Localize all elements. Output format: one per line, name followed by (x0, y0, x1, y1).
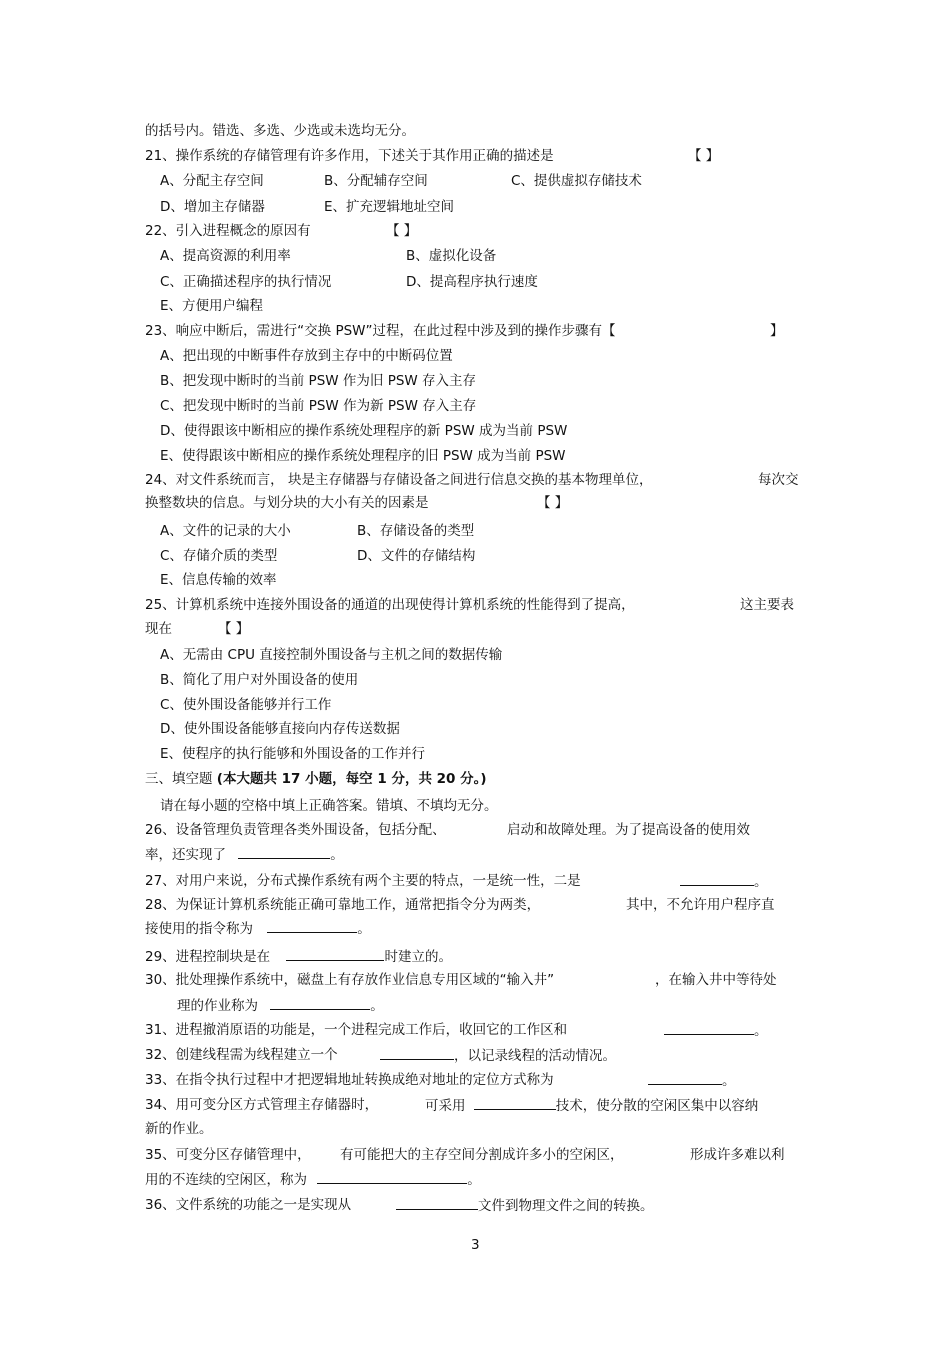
q24-option-b: B、存储设备的类型 (357, 523, 475, 539)
q29-blank (286, 947, 384, 961)
q28-blank (267, 919, 357, 933)
q25-option-a: A、无需由 CPU 直接控制外围设备与主机之间的数据传输 (160, 647, 503, 663)
q28-line2 (145, 919, 371, 938)
q25-stem-line2: 现在 (145, 621, 172, 637)
q25-option-d: D、使外围设备能够直接向内存传送数据 (160, 721, 400, 737)
q35-line1b: 有可能把大的主存空间分割成许多小的空闲区， (340, 1147, 624, 1163)
q23-option-c: C、把发现中断时的当前 PSW 作为新 PSW 存入主存 (160, 398, 477, 414)
q27-blank (680, 872, 754, 886)
q36-answer (396, 1196, 654, 1215)
q32-end: ，以记录线程的活动情况。 (454, 1048, 616, 1064)
q34-blank (474, 1096, 556, 1110)
q21-option-b: B、分配辅存空间 (324, 173, 428, 189)
q28-line1a: 28、为保证计算机系统能正确可靠地工作，通常把指令分为两类， (145, 897, 541, 913)
page-number: 3 (471, 1237, 480, 1253)
q27-end: 。 (754, 874, 768, 890)
q36-end: 文件到物理文件之间的转换。 (478, 1198, 654, 1214)
q34-line2: 新的作业。 (145, 1121, 213, 1137)
q24-option-d: D、文件的存储结构 (357, 548, 476, 564)
q21-option-d: D、增加主存储器 (160, 199, 265, 215)
q26-line2 (145, 845, 344, 864)
q35-line1a: 35、可变分区存储管理中， (145, 1147, 311, 1163)
q35-end: 。 (467, 1172, 481, 1188)
q30-end: 。 (370, 998, 384, 1014)
q36-blank (396, 1196, 478, 1210)
section3-title-main: 三、填空题 (145, 771, 213, 787)
q36-line: 36、文件系统的功能之一是实现从 (145, 1197, 352, 1213)
q35-text: 用的不连续的空闲区，称为 (145, 1172, 307, 1188)
q26-blank (238, 845, 330, 859)
q34-line1a: 34、用可变分区方式管理主存储器时， (145, 1097, 379, 1113)
q29-line (145, 947, 452, 966)
q34-text: 可采用 (425, 1098, 466, 1114)
q31-blank (664, 1021, 754, 1035)
q30-text: 理的作业称为 (177, 998, 258, 1014)
q33-line: 33、在指令执行过程中才把逻辑地址转换成绝对地址的定位方式称为 (145, 1072, 554, 1088)
q32-answer (380, 1046, 616, 1065)
q23-option-e: E、使得跟该中断相应的操作系统处理程序的旧 PSW 成为当前 PSW (160, 448, 566, 464)
q21-bracket: 【 】 (688, 148, 720, 164)
q24-bracket: 【 】 (537, 495, 569, 511)
q35-line2 (145, 1170, 481, 1189)
q27-answer (680, 872, 768, 891)
q22-option-d: D、提高程序执行速度 (406, 274, 538, 290)
q25-option-b: B、简化了用户对外围设备的使用 (160, 672, 359, 688)
q25-option-c: C、使外围设备能够并行工作 (160, 697, 332, 713)
q28-end: 。 (357, 921, 371, 937)
q23-option-d: D、使得跟该中断相应的操作系统处理程序的新 PSW 成为当前 PSW (160, 423, 568, 439)
q33-end: 。 (722, 1073, 736, 1089)
q24-stem-line1: 24、对文件系统而言， 块是主存储器与存储设备之间进行信息交换的基本物理单位， (145, 472, 653, 488)
q24-option-a: A、文件的记录的大小 (160, 523, 291, 539)
q33-answer (648, 1071, 736, 1090)
q24-stem-line2: 换整数块的信息。与划分块的大小有关的因素是 (145, 495, 429, 511)
q29-end: 时建立的。 (384, 949, 452, 965)
q26-line1b: 启动和故障处理。为了提高设备的使用效 (507, 822, 750, 838)
q21-option-a: A、分配主存空间 (160, 173, 264, 189)
q25-bracket: 【 】 (218, 621, 250, 637)
q21-option-e: E、扩充逻辑地址空间 (324, 199, 455, 215)
q25-stem-line1-end: 这主要表 (740, 597, 794, 613)
q26-line1a: 26、设备管理负责管理各类外围设备，包括分配、 (145, 822, 446, 838)
section3-title-detail: (本大题共 17 小题，每空 1 分，共 20 分。) (216, 771, 487, 787)
q23-option-b: B、把发现中断时的当前 PSW 作为旧 PSW 存入主存 (160, 373, 477, 389)
q34-line1b (425, 1096, 758, 1115)
q31-end: 。 (754, 1023, 768, 1039)
q30-line1b: ，在输入井中等待处 (655, 972, 777, 988)
q22-stem: 22、引入进程概念的原因有 (145, 223, 311, 239)
q25-option-e: E、使程序的执行能够和外围设备的工作并行 (160, 746, 426, 762)
q21-option-c: C、提供虚拟存储技术 (511, 173, 642, 189)
q24-stem-line1-end: 每次交 (758, 472, 799, 488)
q22-option-b: B、虚拟化设备 (406, 248, 497, 264)
q23-option-a: A、把出现的中断事件存放到主存中的中断码位置 (160, 348, 453, 364)
q22-option-c: C、正确描述程序的执行情况 (160, 274, 332, 290)
q24-option-e: E、信息传输的效率 (160, 572, 277, 588)
q25-stem-line1: 25、计算机系统中连接外围设备的通道的出现使得计算机系统的性能得到了提高， (145, 597, 635, 613)
q35-line1c: 形成许多难以利 (690, 1147, 785, 1163)
section3-title (145, 770, 487, 788)
q31-answer (664, 1021, 768, 1040)
q22-bracket: 【 】 (386, 223, 418, 239)
q29-text: 29、进程控制块是在 (145, 949, 271, 965)
q32-blank (380, 1046, 454, 1060)
q31-line: 31、进程撤消原语的功能是，一个进程完成工作后，收回它的工作区和 (145, 1022, 568, 1038)
q30-line2 (177, 996, 384, 1015)
q35-blank (317, 1170, 467, 1184)
q26-text: 率，还实现了 (145, 847, 226, 863)
intro-line: 的括号内。错选、多选、少选或未选均无分。 (145, 123, 415, 139)
q26-end: 。 (330, 847, 344, 863)
q28-line1b: 其中，不允许用户程序直 (626, 897, 775, 913)
q34-text-after: 技术，使分散的空闲区集中以容纳 (555, 1098, 759, 1114)
section3-instruction: 请在每小题的空格中填上正确答案。错填、不填均无分。 (160, 798, 498, 814)
q21-stem: 21、操作系统的存储管理有许多作用，下述关于其作用正确的描述是 (145, 148, 554, 164)
q33-blank (648, 1071, 722, 1085)
q24-option-c: C、存储介质的类型 (160, 548, 278, 564)
q27-line: 27、对用户来说，分布式操作系统有两个主要的特点，一是统一性，二是 (145, 873, 581, 889)
q22-option-e: E、方便用户编程 (160, 298, 264, 314)
q23-bracket-close: 】 (770, 323, 784, 339)
q30-blank (270, 996, 370, 1010)
q23-stem: 23、响应中断后，需进行“交换 PSW”过程，在此过程中涉及到的操作步骤有【 (145, 323, 616, 339)
q28-text: 接使用的指令称为 (145, 921, 253, 937)
q32-line: 32、创建线程需为线程建立一个 (145, 1047, 338, 1063)
q30-line1a: 30、批处理操作系统中，磁盘上有存放作业信息专用区域的“输入井” (145, 972, 555, 988)
q22-option-a: A、提高资源的利用率 (160, 248, 291, 264)
